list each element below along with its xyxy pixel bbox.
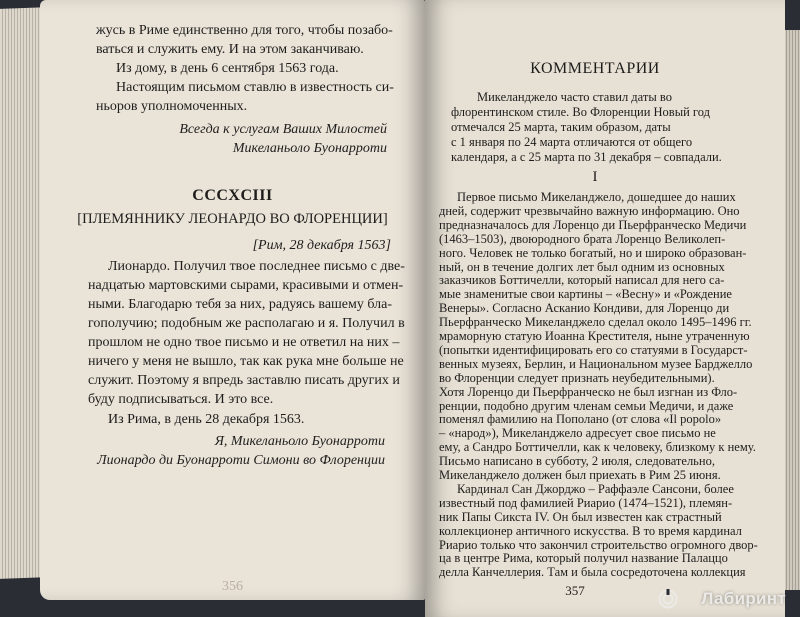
- comment-line: Риарио только что закончил строительство огромного двор-: [439, 537, 758, 552]
- comment-line: поменял фамилию на Пополано (от слова «Il popolo»: [439, 412, 722, 427]
- comment-line: заказчиков Боттичелли, который написал для него са-: [439, 273, 725, 288]
- text-line: надцатью мартовскими сырами, красивыми и отмен-: [88, 278, 404, 293]
- text-line: ньоров уполномоченных.: [96, 99, 248, 114]
- right-page: [425, 0, 785, 617]
- comment-line: Микеланджело должен был приехать в Рим 25 июня.: [439, 468, 721, 482]
- comment-line: Венеры». Согласно Асканио Кондиви, для Лоренцо ди: [439, 301, 730, 316]
- labyrinth-logo-icon: [658, 589, 678, 609]
- text-line: ными. Благодарю тебя за них, радуясь вашему бла-: [88, 297, 393, 312]
- comment-line: коллекционер античного искусства. В то время кардинал: [439, 523, 742, 538]
- comment-line: дней, содержит чрезвычайно важную информацию. Оно: [439, 203, 740, 218]
- comment-line: известный под фамилией Риарио (1474–1521), племян-: [439, 495, 733, 510]
- page-number: 357: [565, 583, 585, 598]
- comment-line: Пьерфранческо Микеланджело сделал около 1495–1496 гг.: [439, 315, 752, 330]
- intro-line: отмечался 25 марта, таким образом, даты: [451, 120, 671, 134]
- left-page: [40, 0, 425, 600]
- text-line: ваться и служить ему. И на этом заканчиваю.: [96, 42, 364, 57]
- intro-line: флорентинском стиле. Во Флоренции Новый год: [451, 105, 710, 119]
- text-line: Лионардо. Получил твое последнее письмо с две-: [108, 259, 405, 274]
- intro-line: Микеланджело часто ставил даты во: [477, 90, 672, 104]
- comment-line: – «народ»), Микеланджело адресует свое письмо не: [439, 426, 716, 441]
- signature-line: Лионардо ди Буонарроти Симони во Флоренции: [97, 453, 385, 468]
- section-number: I: [592, 169, 598, 185]
- comment-line: предназначалось для Лоренцо ди Пьерфранческо Медичи: [439, 217, 747, 232]
- comment-line: Кардинал Сан Джорджо – Раффаэле Сансони, более: [457, 481, 734, 496]
- comment-line: ник Папы Сикста IV. Он был известен как страстный: [439, 509, 722, 524]
- comment-line: Письмо написано в субботу, 2 июля, следовательно,: [439, 454, 715, 469]
- comment-line: ему, а Сандро Боттичелли, как к человеку, близкому к нему.: [439, 440, 756, 455]
- signature-line: Микеланьоло Буонарроти: [232, 141, 387, 156]
- signature-line: Я, Микеланьоло Буонарроти: [214, 434, 385, 449]
- signature-line: Всегда к услугам Ваших Милостей: [179, 122, 387, 137]
- text-line: Из дому, в день 6 сентября 1563 года.: [116, 61, 339, 76]
- letter-number: CCCXCIII: [192, 187, 273, 204]
- page-number: 356: [222, 579, 243, 594]
- comment-line: ца в центре Рима, который получил название Палаццо: [439, 551, 728, 566]
- comment-line: ный, он в течение долгих лет был одним из основных: [439, 259, 725, 274]
- comment-line: (1463–1503), двоюродного брата Лоренцо Великолеп-: [439, 231, 726, 246]
- comment-line: Хотя Лоренцо ди Пьерфранческо не был изгнан из Фло-: [439, 384, 738, 399]
- text-line: гополучию; подобным же располагаю и я. Получил в: [88, 316, 405, 331]
- text-line: ничего у меня не вышло, так как рука мне больше не: [88, 354, 404, 369]
- comment-line: мые знаменитые свои картины – «Весну» и «Рождение: [439, 287, 732, 302]
- comment-line: ренции, подобно другим членам семьи Медичи, и даже: [439, 398, 734, 413]
- text-line: буду подписываться. И это все.: [88, 392, 274, 407]
- intro-line: календаря, а с 25 марта по 31 декабря – совпадали.: [451, 150, 722, 164]
- comment-line: делла Канчеллерия. Там и была сосредоточена коллекция: [439, 565, 746, 580]
- text-line: служит. Поэтому я впредь заставлю писать других и: [88, 373, 400, 388]
- letter-title: [ПЛЕМЯННИКУ ЛЕОНАРДО ВО ФЛОРЕНЦИИ]: [77, 211, 388, 227]
- comment-line: во Флоренции следует признать неубедительными).: [439, 370, 715, 385]
- comment-line: (попытки идентифицировать его со статуями в Государст-: [439, 342, 748, 357]
- text-line: Настоящим письмом ставлю в известность си-: [116, 80, 394, 95]
- comment-line: венных музеях, Берлин, и Национальном музее Барджелло: [439, 356, 753, 371]
- section-heading: КОММЕНТАРИИ: [530, 60, 660, 77]
- letter-date: [Рим, 28 декабря 1563]: [252, 238, 391, 253]
- text-line: жусь в Риме единственно для того, чтобы позабо-: [96, 23, 393, 38]
- intro-line: с 1 января по 24 марта отличаются от общего: [451, 135, 693, 149]
- watermark-logo: Лабиринт: [701, 589, 786, 608]
- comment-line: мраморную статую Иоанна Крестителя, ныне утраченную: [439, 329, 750, 343]
- comment-line: Первое письмо Микеланджело, дошедшее до наших: [457, 190, 736, 204]
- text-line: Из Рима, в день 28 декабря 1563.: [108, 412, 305, 427]
- text-line: прошлом не одно твое письмо и не ответил на них –: [88, 335, 400, 350]
- comment-line: ного. Человек не только богатый, но и широко образован-: [439, 245, 747, 260]
